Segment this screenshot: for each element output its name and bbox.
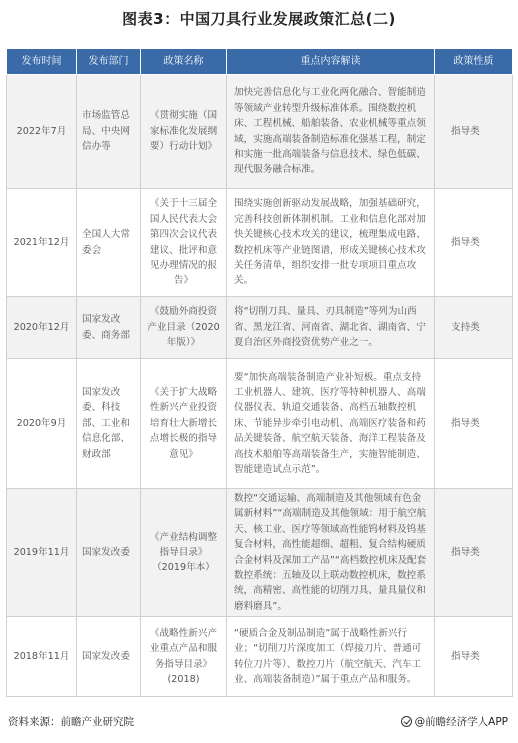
cell-content: 围绕实施创新驱动发展战略，加强基础研究，完善科技创新体制机制。工业和信息化部对加快关键核心技术攻关的建议，梳理集成电路、数控机床等产业链图谱，形成关键核心技术攻关任务清单，组织安排一批专项项目重点攻关。 [227,189,435,297]
brand-credit [401,714,508,729]
cell-policy: 《关于十三届全国人民代表大会第四次会议代表建议、批评和意见办理情况的报告》 [141,189,227,297]
cell-dept: 国家发改委、科技部、工业和信息化部、财政部 [77,359,141,489]
cell-dept: 全国人大常委会 [77,189,141,297]
source-note: 资料来源：前瞻产业研究院 [8,716,134,728]
cell-content: 加快完善信息化与工业化两化融合、智能制造等领域产业转型升级标准体系。围绕数控机床、工程机械、船舶装备、农业机械等重点领域，实施高端装备制造标准化强基工程，制定和实施一批高端装备与信息技术、绿色低碳、现代服务融合标准。 [227,75,435,189]
table-row [7,489,513,617]
cell-nature: 指导类 [435,189,513,297]
header-policy: 政策名称 [141,49,227,75]
cell-date: 2022年7月 [7,75,77,189]
cell-nature: 指导类 [435,75,513,189]
cell-dept: 国家发改委、商务部 [77,297,141,359]
cell-policy: 《贯彻实施（国家标准化发展纲要）行动计划》 [141,75,227,189]
cell-dept: 市场监管总局、中央网信办等 [77,75,141,189]
cell-date: 2019年11月 [7,489,77,617]
cell-policy: 《鼓励外商投资产业目录（2020年版）》 [141,297,227,359]
cell-date: 2020年9月 [7,359,77,489]
brand-credit-text: @前瞻经济学人APP [414,716,508,728]
cell-content: 要“加快高端装备制造产业补短板。重点支持工业机器人、建筑、医疗等特种机器人、高端仪器仪表、轨道交通装备、高档五轴数控机床、节能异步牵引电动机、高端医疗装备和药品关键装备、航空航天装备、海洋工程装备及高技术船舶等高端装备生产，实施智能制造、智能建造试点示范”。 [227,359,435,489]
table-row [7,617,513,697]
cell-policy: 《产业结构调整指导目录》（2019年本） [141,489,227,617]
table-row [7,359,513,489]
cell-content: “硬质合金及制品制造”属于战略性新兴行业；“切削刀片深度加工（焊接刀片、普通可转位刀片等）、数控刀片（航空航天、汽车工业、高端装备制造）”属于重点产品和服务。 [227,617,435,697]
cell-policy: 《关于扩大战略性新兴产业投资培育壮大新增长点增长极的指导意见》 [141,359,227,489]
cell-dept: 国家发改委 [77,617,141,697]
header-date: 发布时间 [7,49,77,75]
cell-nature: 指导类 [435,359,513,489]
policy-table [6,48,513,697]
table-row [7,75,513,189]
header-content: 重点内容解读 [227,49,435,75]
cell-date: 2021年12月 [7,189,77,297]
cell-nature: 支持类 [435,297,513,359]
cell-content: 将“切削刀具、量具、刃具制造”等列为山西省、黑龙江省、河南省、湖北省、湖南省、宁夏自治区外商投资优势产业之一。 [227,297,435,359]
header-dept: 发布部门 [77,49,141,75]
cell-content: 数控“交通运输、高端制造及其他领域有色金属新材料”“高端制造及其他领域：用于航空航天、核工业、医疗等领域高性能钨材料及钨基复合材料，高性能超细、超粗、复合结构硬质合金材料及深加工产品”“高档数控机床及配套数控系统：五轴及以上联动数控机床，数控系统，高精密、高性能的切削刀具、量具量仪和磨料磨具”。 [227,489,435,617]
brand-logo-icon [401,716,412,727]
page-title: 图表3：中国刀具行业发展政策汇总(二) [122,10,396,28]
cell-dept: 国家发改委 [77,489,141,617]
table-row [7,189,513,297]
cell-nature: 指导类 [435,489,513,617]
cell-policy: 《战略性新兴产业重点产品和服务指导目录》(2018) [141,617,227,697]
header-nature: 政策性质 [435,49,513,75]
cell-date: 2020年12月 [7,297,77,359]
table-header-row [7,49,513,75]
table-row [7,297,513,359]
cell-nature: 指导类 [435,617,513,697]
cell-date: 2018年11月 [7,617,77,697]
